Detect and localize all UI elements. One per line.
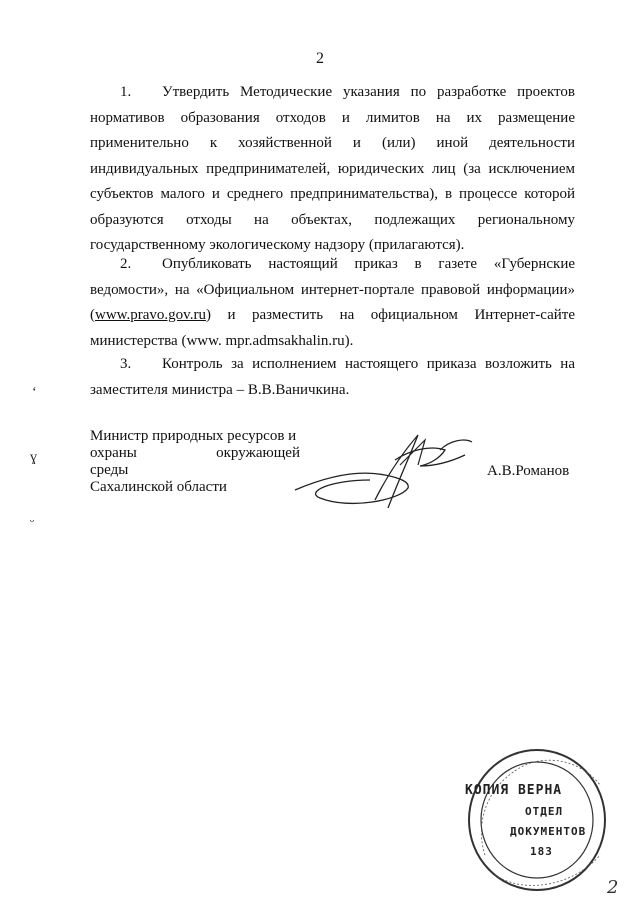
signatory-title-line: Министр природных ресурсов и <box>90 428 297 444</box>
margin-mark: ʻ <box>32 385 37 400</box>
paragraph-text: Утвердить Методические указания по разработке проектов нормативов образования отходов и лимитов на их размещение применительно к хозяйственной и (или) иной деятельности индивидуальных предпринимателей, юридических лиц (за исключением субъектов малого и среднего предпринимательства), в процессе которой образуются отходы на объектах, подлежащих региональному государственному экологическому надзору (прилагаются). <box>90 84 575 253</box>
pravo-link[interactable]: www.pravo.gov.ru <box>95 307 206 323</box>
paragraph-3 <box>90 352 575 403</box>
stamp-text: КОПИЯ ВЕРНА <box>465 783 563 798</box>
paragraph-number: 1. <box>120 84 132 100</box>
certification-stamp <box>455 745 635 895</box>
signatory-title-line: охраны окружающей среды <box>90 445 300 478</box>
handwritten-page-number: 2 <box>607 877 619 898</box>
paragraph-2 <box>90 252 575 354</box>
signatory-name: А.В.Романов <box>487 463 570 479</box>
stamp-text: 183 <box>530 845 553 858</box>
paragraph-number: 3. <box>120 356 132 372</box>
margin-mark: ɣ <box>30 450 37 465</box>
paragraph-text: Контроль за исполнением настоящего приказа возложить на заместителя министра – В.В.Ваничкина. <box>90 356 575 398</box>
paragraph-text-end: ) и разместить на официальном Интернет-сайте министерства (www. mpr.admsakhalin.ru). <box>90 307 575 349</box>
stamp-text: ОТДЕЛ <box>525 805 564 818</box>
paragraph-number: 2. <box>120 256 132 272</box>
stamp-text: ДОКУМЕНТОВ <box>510 825 587 838</box>
page-number: 2 <box>316 50 324 67</box>
paragraph-1 <box>90 80 575 259</box>
signatory-title-line: Сахалинской области <box>90 479 227 495</box>
handwritten-signature <box>290 420 490 520</box>
signatory-title <box>90 428 300 496</box>
paragraph-text: Опубликовать настоящий приказ в газете «Губернские ведомости», на «Официальном интернет-портале правовой информации» ( <box>90 256 575 323</box>
margin-mark: ᵕ <box>30 515 35 530</box>
